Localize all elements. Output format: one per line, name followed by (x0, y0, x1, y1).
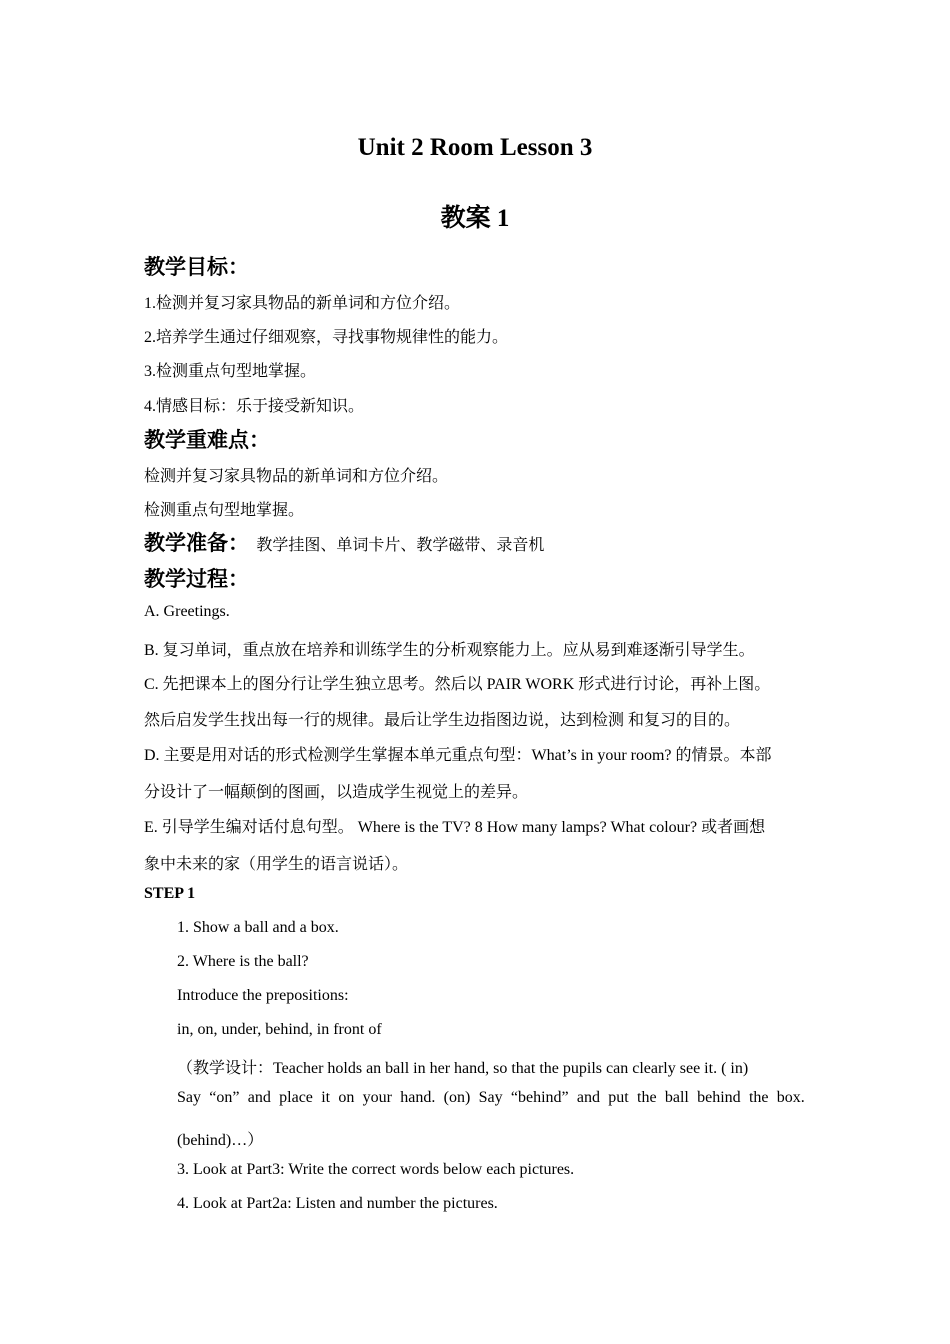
justified-word: place (279, 1089, 313, 1106)
process-line: D. 主要是用对话的形式检测学生掌握本单元重点句型：What’s in your room? 的情景。本部 (144, 747, 772, 764)
justified-word: “behind” (510, 1089, 569, 1106)
justified-word: your (362, 1089, 392, 1106)
process-line: E. 引导学生编对话付息句型。 Where is the TV? 8 How many lamps? What colour? 或者画想 (144, 819, 766, 836)
step1-line: 1. Show a ball and a box. (177, 919, 339, 936)
justified-word: Say (478, 1089, 503, 1106)
justified-word: put (608, 1089, 629, 1106)
step1-line: （教学设计：Teacher holds an ball in her hand, so that the pupils can clearly see it. ( in) (177, 1060, 749, 1077)
justified-word: “on” (209, 1089, 240, 1106)
justified-word: (on) (443, 1089, 471, 1106)
preparation-heading (144, 527, 544, 557)
process-line: 象中未来的家（用学生的语言说话）。 (144, 856, 409, 873)
key-point-item: 检测并复习家具物品的新单词和方位介绍。 (144, 468, 449, 485)
step1-line: 4. Look at Part2a: Listen and number the pictures. (177, 1195, 498, 1212)
justified-word: behind (697, 1089, 741, 1106)
process-line: 分设计了一幅颠倒的图画，以造成学生视觉上的差异。 (144, 784, 529, 801)
justified-word: and (247, 1089, 271, 1106)
justified-word: it (321, 1089, 331, 1106)
process-line: 然后启发学生找出每一行的规律。最后让学生边指图边说，达到检测 和复习的目的。 (144, 712, 741, 729)
objectives-heading: 教学目标： (144, 255, 249, 279)
step1-line: 3. Look at Part3: Write the correct words below each pictures. (177, 1161, 575, 1178)
key-point-item: 检测重点句型地掌握。 (144, 502, 305, 519)
justified-word: the (637, 1089, 657, 1106)
document-title: Unit 2 Room Lesson 3 (357, 134, 593, 161)
justified-word: ball (664, 1089, 689, 1106)
process-line: A. Greetings. (144, 603, 230, 620)
justified-word: the (748, 1089, 769, 1106)
key-points-heading: 教学重难点： (144, 428, 270, 452)
preparation-label: 教学准备： (144, 531, 249, 555)
process-line: C. 先把课本上的图分行让学生独立思考。然后以 PAIR WORK 形式进行讨论，再补上图。 (144, 676, 771, 693)
justified-word: box. (776, 1089, 805, 1106)
step1-heading: STEP 1 (144, 885, 196, 902)
justified-word: on (338, 1089, 355, 1106)
objective-item: 4.情感目标：乐于接受新知识。 (144, 398, 365, 415)
process-heading: 教学过程： (144, 567, 249, 591)
step1-justified-line (177, 1089, 805, 1107)
step1-line: Introduce the prepositions: (177, 987, 349, 1004)
objective-item: 3.检测重点句型地掌握。 (144, 363, 317, 380)
process-line: B. 复习单词，重点放在培养和训练学生的分析观察能力上。应从易到难逐渐引导学生。 (144, 642, 755, 659)
preparation-text: 教学挂图、单词卡片、教学磁带、录音机 (256, 537, 545, 554)
step1-line: in, on, under, behind, in front of (177, 1021, 382, 1038)
objective-item: 1.检测并复习家具物品的新单词和方位介绍。 (144, 295, 461, 312)
justified-word: hand. (400, 1089, 436, 1106)
step1-line: (behind)…） (177, 1132, 264, 1149)
step1-line: 2. Where is the ball? (177, 953, 309, 970)
objective-item: 2.培养学生通过仔细观察，寻找事物规律性的能力。 (144, 329, 509, 346)
justified-word: and (576, 1089, 600, 1106)
document-subtitle: 教案 1 (440, 205, 510, 232)
justified-word: Say (177, 1089, 201, 1106)
